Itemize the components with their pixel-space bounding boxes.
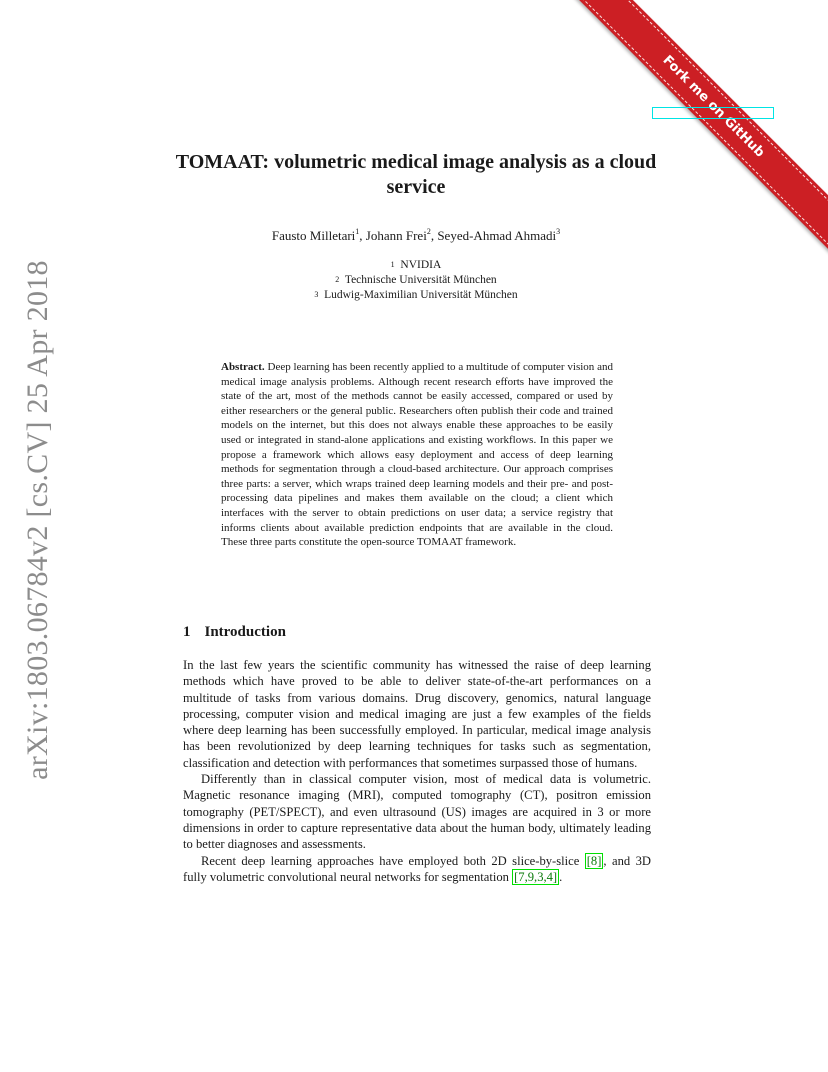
body-text	[183, 657, 651, 885]
abstract-text: Deep learning has been recently applied to a multitude of computer vision and medical image analysis problems. Although recent research efforts have improved the state of the art, most of the methods cannot be easily accessed, compared or used by either researchers or the general public. Researchers often publish their code and trained models on the internet, but this does not always enable these approaches to be easily used or integrated in stand-alone applications and existing workflows. In this paper we propose a framework which allows easy deployment and access of deep learning methods for segmentation through a cloud-based architecture. Our approach comprises three parts: a server, which wraps trained deep learning models and their pre- and post-processing data pipelines and makes them available on the cloud; a client which interfaces with the server to obtain predictions on user data; a service registry that informs clients about available prediction endpoints that are available in the cloud. These three parts constitute the open-source TOMAAT framework.	[221, 361, 613, 549]
author-list: Fausto Milletari$^1$, Johann Frei$^2$, Seyed-Ahmad Ahmadi$^3$	[271, 227, 561, 243]
abstract	[221, 360, 613, 550]
affiliation	[160, 258, 672, 273]
arxiv-identifier: arXiv:1803.06784v2 [cs.CV] 25 Apr 2018	[21, 260, 54, 780]
author-name: Fausto Milletari	[271, 228, 356, 243]
paragraph	[183, 853, 651, 886]
author-name: Seyed-Ahmad Ahmadi	[437, 228, 557, 243]
author-sup: 3	[556, 227, 561, 236]
citation-link[interactable]: [7,9,3,4]	[514, 869, 558, 884]
link-highlight-box[interactable]	[652, 107, 774, 119]
section-number: 1	[183, 624, 191, 640]
abstract-label: Abstract.	[221, 361, 265, 373]
affiliation-sup: 1	[390, 260, 395, 269]
paragraph-text: .	[559, 869, 563, 884]
affiliation	[160, 288, 672, 303]
paper-title: TOMAAT: volumetric medical image analysis as a cloud service	[175, 151, 657, 198]
affiliation	[160, 273, 672, 288]
affiliation-sup: 2	[335, 275, 340, 284]
fork-me-on-github-ribbon[interactable]: Fork me on GitHub	[551, 0, 828, 269]
author-sup: 2	[426, 227, 431, 236]
author-sup: 1	[355, 227, 360, 236]
affiliation-list	[160, 258, 672, 303]
affiliation-name: Technische Universität München	[344, 274, 497, 286]
affiliation-name: Ludwig-Maximilian Universität München	[324, 289, 518, 301]
affiliation-sup: 3	[314, 290, 319, 299]
affiliation-name: NVIDIA	[400, 259, 442, 271]
citation-link[interactable]: [8]	[586, 853, 602, 868]
author-name: Johann Frei	[365, 228, 427, 243]
section-heading	[183, 624, 286, 641]
paragraph: In the last few years the scientific community has witnessed the raise of deep learning methods which have proved to be able to deliver state-of-the-art performances on a multitude of tasks from various domains. Drug discovery, genomics, natural language processing, computer vision and medical imaging are just a few examples of the fields where deep learning has been successfully employed. In particular, medical image analysis has been revolutionized by deep learning techniques for tasks such as segmentation, classification and detection with performances that sometimes surpassed those of humans.	[183, 658, 651, 770]
paragraph: Differently than in classical computer vision, most of medical data is volumetric. Magnetic resonance imaging (MRI), computed tomography (CT), positron emission tomography (PET/SPECT), and even ultrasound (US) images are acquired in 3 or more dimensions in order to capture representative data about the human body, ultimately leading to better diagnoses and assessments.	[183, 772, 651, 852]
paragraph-text: Recent deep learning approaches have employed both 2D slice-by-slice	[201, 853, 585, 868]
paragraph-text: , and 3D fully volumetric convolutional neural networks for segmentation	[183, 853, 651, 884]
section-title: Introduction	[204, 624, 286, 640]
